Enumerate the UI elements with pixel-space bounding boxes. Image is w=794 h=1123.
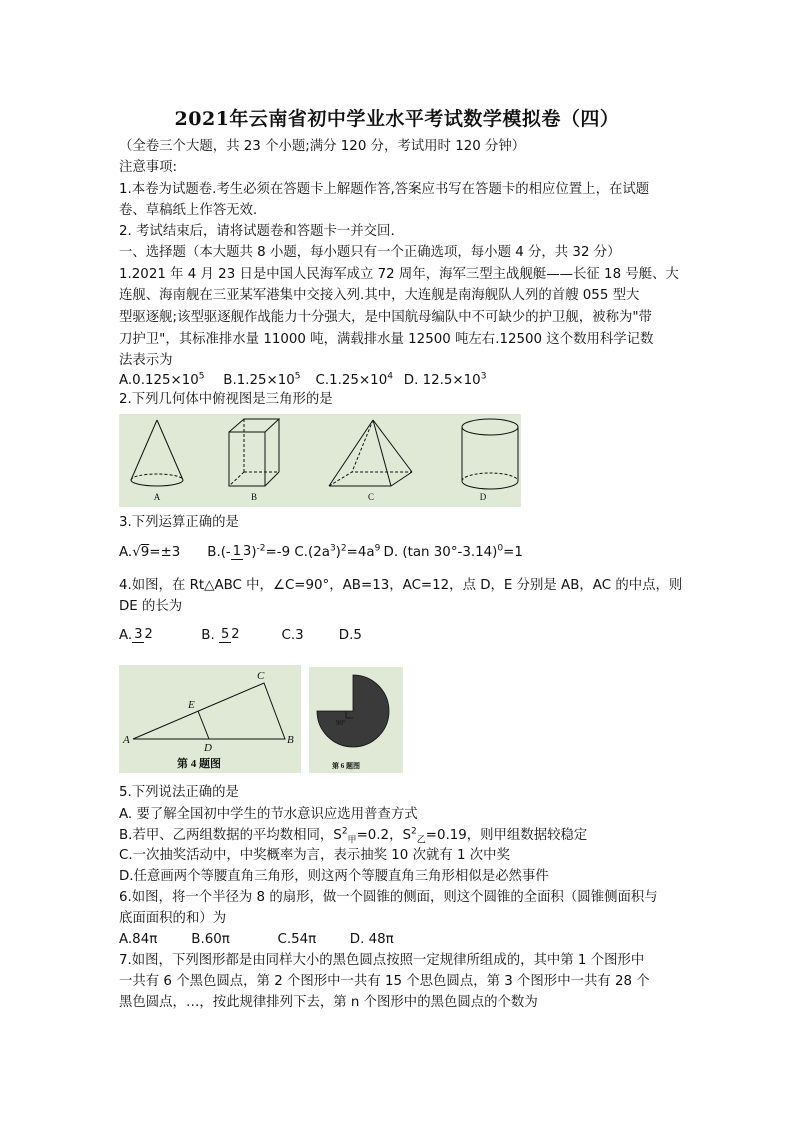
solids-figure [119, 414, 521, 507]
option-a: A. 要了解全国初中学生的节水意识应选用普查方式 [119, 807, 418, 822]
question-7-text: 一共有 6 个黑色圆点，第 2 个图形中一共有 15 个思色圆点，第 3 个图形中一共有 28 个 [119, 974, 650, 989]
figure-q4 [119, 665, 301, 773]
option-d: D.任意画两个等腰直角三角形，则这两个等腰直角三角形相似是必然事件 [119, 869, 549, 884]
angle-label: 90° [336, 719, 346, 727]
option-d: D.5 [338, 628, 362, 643]
option-b: $B.1.25\times 10^5$ [223, 371, 301, 388]
notice-line: 卷、草稿纸上作答无效. [119, 203, 258, 218]
vertex-a-label: A [123, 734, 130, 746]
option-c: C.3 [281, 628, 304, 643]
triangle-abc [133, 683, 285, 739]
figure-caption: 第 4 题图 [177, 758, 221, 770]
notice-heading: 注意事项: [119, 160, 178, 175]
solid-label-a: A [153, 492, 161, 502]
cone-shape [131, 420, 183, 486]
option-d: D. $12.5\times 10^3$ [403, 371, 487, 388]
option-b-c: B.(- 1 3)$^{-2}$=-9 $C.(2a^3)^2=4a^9$ [207, 543, 381, 560]
question-6-text: 底面面积的和）为 [119, 911, 227, 926]
question-1-text: 刀护卫"，其标准排水量 11000 吨，满载排水量 12500 吨左右.12500 这个数用科学记数 [119, 332, 654, 347]
segment-de [198, 711, 209, 739]
option-a: A.84π [119, 932, 158, 947]
vertex-b-label: B [287, 734, 294, 746]
solid-label-c: C [367, 492, 375, 502]
question-7-text: 7.如图，下列图形都是由同样大小的黑色圆点按照一定规律所组成的，其中第 1 个图形中 [119, 953, 645, 968]
option-d: D. (tan 30°-3.14)$^0$=1 [383, 543, 523, 560]
solid-label-d: D [479, 492, 487, 502]
question-1-text: 1.2021 年 4 月 23 日是中国人民海军成立 72 周年，海军三型主战舰艇——长征 18 号艇、大 [119, 267, 679, 282]
exam-subtitle: （全卷三个大题，共 23 个小题;满分 120 分，考试用时 120 分钟） [119, 139, 526, 154]
vertex-c-label: C [257, 670, 265, 682]
option-a: A.√9=±3 [119, 545, 181, 560]
question-3-text: 3.下列运算正确的是 [119, 515, 239, 530]
sector-shape [317, 675, 389, 747]
figure-q6 [309, 667, 403, 773]
question-1-options [119, 371, 684, 391]
question-6-text: 6.如图，将一个半径为 8 的扇形，做一个圆锥的侧面，则这个圆锥的全面积（圆锥侧面积与 [119, 890, 658, 905]
option-d: D. 48π [349, 932, 394, 947]
cylinder-shape [462, 419, 518, 489]
question-1-text: 型驱逐舰;该型驱逐舰作战能力十分强大，是中国航母编队中不可缺少的护卫舰，被称为"带 [119, 310, 652, 325]
question-1-text: 法表示为 [119, 353, 173, 368]
option-c: C.54π [277, 932, 317, 947]
option-b: B.若甲、乙两组数据的平均数相同，$S^2_甲=0.2$，$S^2_乙=0.19$，则甲组数据较稳定 [119, 826, 588, 846]
question-4-options [119, 626, 684, 646]
question-7-text: 黑色圆点，…，按此规律排列下去，第 n 个图形中的黑色圆点的个数为 [119, 995, 538, 1010]
notice-line: 2. 考试结束后，请将试题卷和答题卡一并交回. [119, 224, 395, 239]
question-1-text: 连舰、海南舰在三亚某军港集中交接入列.其中，大连舰是南海舰队人列的首艘 055 型大 [119, 288, 640, 303]
option-a: $A.0.125\times 10^5$ [119, 371, 205, 388]
option-c: C.一次抽奖活动中，中奖概率为言，表示抽奖 10 次就有 1 次中奖 [119, 848, 510, 863]
question-4-text: 4.如图，在 Rt△ABC 中，∠C=90°，AB=13，AC=12，点 D，E 分别是 AB，AC 的中点，则 [119, 578, 683, 593]
point-e-label: E [188, 699, 195, 711]
section-heading: 一、选择题（本大题共 8 小题，每小题只有一个正确选项，每小题 4 分，共 32 分） [119, 245, 621, 260]
option-a: A. 3 2 [119, 626, 153, 643]
figure-caption: 第 6 题图 [332, 762, 360, 770]
question-4-text: DE 的长为 [119, 599, 183, 614]
question-2-text: 2.下列几何体中俯视图是三角形的是 [119, 392, 333, 407]
solid-label-b: B [250, 492, 258, 502]
option-b: B.60π [191, 932, 230, 947]
notice-line: 1.本卷为试题卷.考生必须在答题卡上解题作答,答案应书写在答题卡的相应位置上，在试题 [119, 182, 650, 197]
point-d-label: D [204, 742, 212, 754]
question-5-text: 5.下列说法正确的是 [119, 785, 239, 800]
page-title: 2021年云南省初中学业水平考试数学模拟卷（四） [174, 108, 620, 130]
option-b: B. 5 2 [201, 626, 240, 643]
pyramid-shape [329, 420, 412, 486]
prism-shape [229, 419, 279, 486]
option-c: $C.1.25\times 10^4$ [315, 371, 393, 388]
question-6-options [119, 930, 684, 950]
question-3-options [119, 543, 684, 563]
